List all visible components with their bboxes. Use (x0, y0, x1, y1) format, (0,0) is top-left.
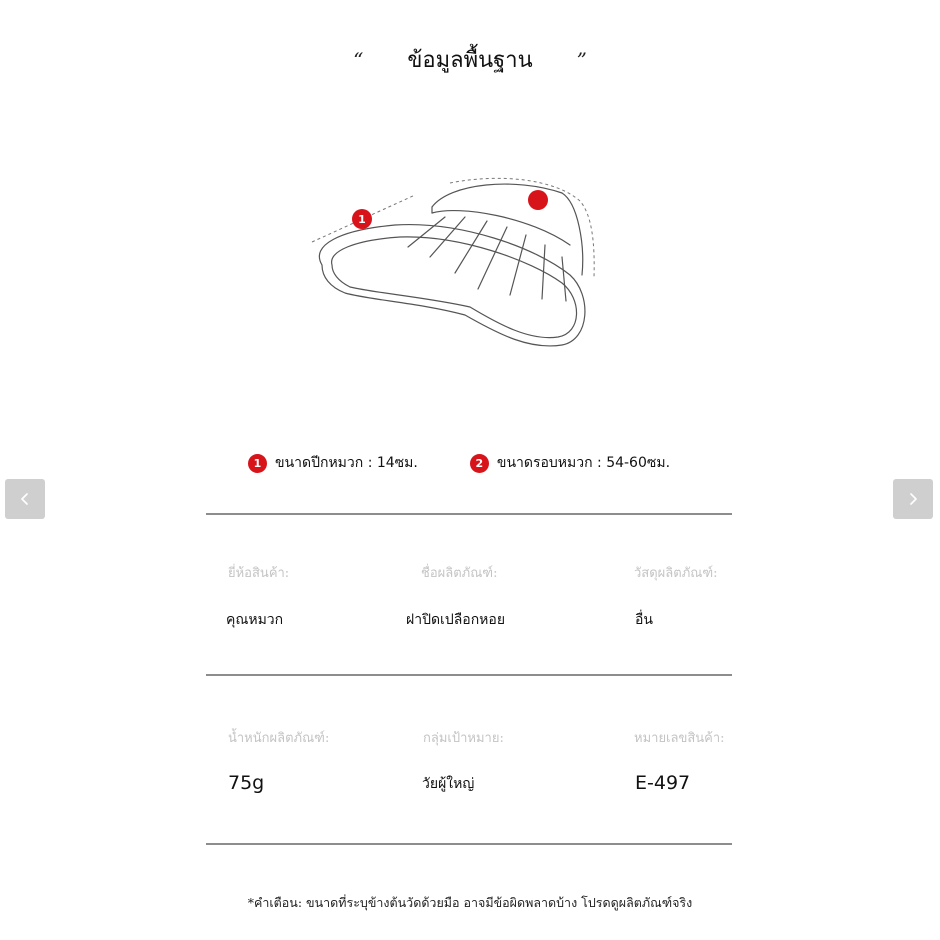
pleat-line (455, 221, 487, 273)
page-title (0, 42, 940, 77)
legend-number-badge: 2 (470, 454, 489, 473)
brim-inner-outline (332, 237, 577, 338)
crown-side-right (562, 193, 583, 275)
spec-value-product-name: ฝาปิดเปลือกหอย (406, 612, 506, 628)
carousel-prev-button[interactable] (5, 479, 45, 519)
legend-number-badge: 1 (248, 454, 267, 473)
legend-item-circumference (470, 452, 670, 474)
marker-2 (528, 190, 548, 210)
spec-label-weight: น้ำหนักผลิตภัณฑ์: (228, 731, 330, 746)
divider (206, 843, 732, 845)
spec-value-item-number: E-497 (635, 772, 691, 794)
circumference-measure-guide (450, 178, 594, 277)
title-text: ข้อมูลพื้นฐาน (407, 48, 533, 73)
carousel-next-button[interactable] (893, 479, 933, 519)
pleat-line (478, 227, 507, 289)
spec-value-target-group: วัยผู้ใหญ่ (422, 776, 475, 792)
spec-label-material: วัสดุผลิตภัณฑ์: (634, 566, 718, 581)
spec-label-item-number: หมายเลขสินค้า: (634, 731, 725, 746)
spec-label-product-name: ชื่อผลิตภัณฑ์: (421, 566, 498, 581)
spec-label-target-group: กลุ่มเป้าหมาย: (423, 731, 504, 746)
spec-value-weight: 75g (228, 772, 265, 794)
close-quote-mark: ” (576, 47, 587, 72)
size-legend (248, 452, 670, 474)
legend-text: ขนาดปีกหมวก : 14ซม. (275, 455, 418, 471)
pleat-line (430, 217, 465, 257)
spec-value-material: อื่น (635, 612, 653, 628)
legend-text: ขนาดรอบหมวก : 54-60ซม. (496, 455, 671, 471)
marker-1-number: 1 (358, 213, 366, 226)
legend-item-brim (248, 452, 418, 474)
measurement-disclaimer: *คำเตือน: ขนาดที่ระบุข้างต้นวัดด้วยมือ อาจมีข้อผิดพลาดบ้าง โปรดดูผลิตภัณฑ์จริง (247, 895, 693, 910)
spec-label-brand: ยี่ห้อสินค้า: (228, 566, 290, 581)
spec-value-brand: คุณหมวก (226, 612, 284, 628)
pleat-line (562, 257, 566, 301)
chevron-left-icon (19, 493, 31, 505)
open-quote-mark: “ (353, 47, 364, 72)
hat-diagram (300, 165, 610, 360)
divider (206, 674, 732, 676)
pleat-line (408, 217, 445, 247)
divider (206, 513, 732, 515)
chevron-right-icon (907, 493, 919, 505)
